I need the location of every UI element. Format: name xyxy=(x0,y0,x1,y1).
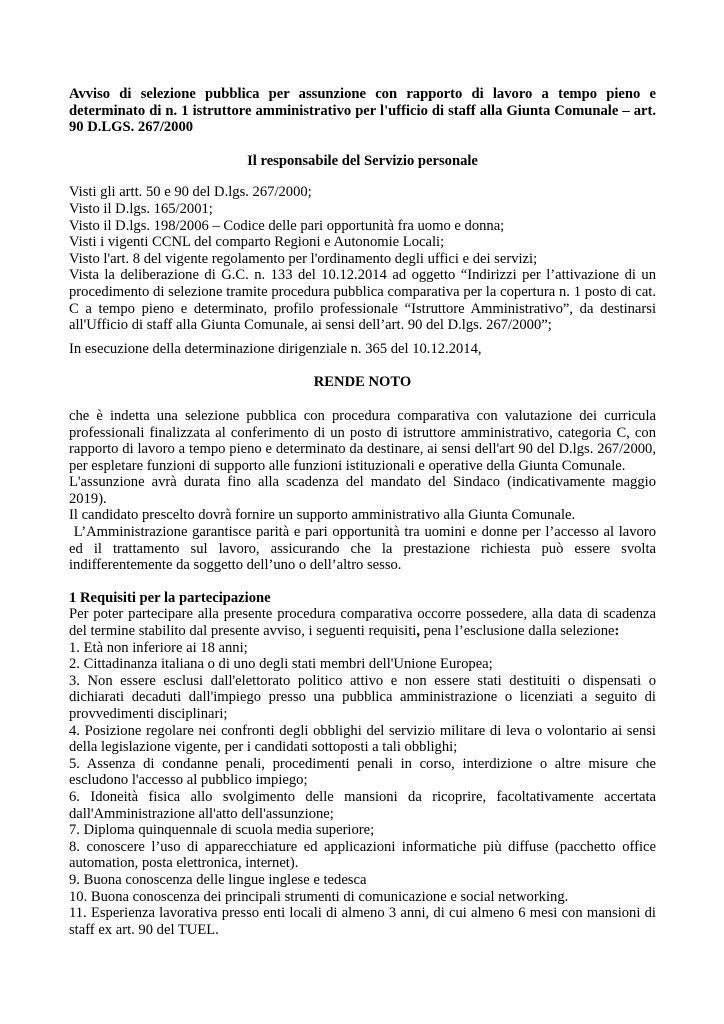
premise-item: Visti gli artt. 50 e 90 del D.lgs. 267/2000; xyxy=(69,184,312,201)
premises-block xyxy=(69,184,656,333)
body-paragraph: L’Amministrazione garantisce parità e pari opportunità tra uomini e donne per l’accesso al lavoro ed il trattamento sul lavoro, assicurando che la prestazione richiesta può essere svolta indifferentemente da soggetto dell’uno o dell’altro sesso. xyxy=(69,524,660,574)
requirement-item: 9. Buona conoscenza delle lingue inglese e tedesca xyxy=(69,871,367,888)
premise-item: Visto il D.lgs. 198/2006 – Codice delle pari opportunità fra uomo e donna; xyxy=(69,217,505,234)
document-subtitle: Il responsabile del Servizio personale xyxy=(247,152,478,169)
requirement-item: 11. Esperienza lavorativa presso enti locali di almeno 3 anni, di cui almeno 6 mesi con mansioni di staff ex art. 90 del TUEL. xyxy=(69,905,656,938)
announcement-body xyxy=(69,407,660,574)
intro-text: Per poter partecipare alla presente procedura comparativa occorre possedere, alla data di scadenza del termine stabilito dal presente avviso, i seguenti requisiti xyxy=(69,606,656,640)
premise-item: Visto il D.lgs. 165/2001; xyxy=(69,200,213,217)
requirement-item: 2. Cittadinanza italiana o di uno degli stati membri dell'Unione Europea; xyxy=(69,656,493,673)
requirement-item: 6. Idoneità fisica allo svolgimento delle mansioni da ricoprire, facoltativamente accertata dall'Amministrazione all'atto dell'assunzione; xyxy=(69,788,656,822)
requirement-item: 3. Non essere esclusi dall'elettorato politico attivo e non essere stati destituiti o dispensati o dichiarati decaduti dall'impiego presso una pubblica amministrazione o licenziati a seguito di provvedimenti disciplinari; xyxy=(69,672,656,722)
requirement-item: 1. Età non inferiore ai 18 anni; xyxy=(69,639,248,656)
requirement-item: 4. Posizione regolare nei confronti degli obblighi del servizio militare di leva o volontario ai sensi della legislazione vigente, per i candidati sottoposti a tali obblighi; xyxy=(69,722,656,756)
requirement-item: 8. conoscere l’uso di apparecchiature ed applicazioni informatiche più diffuse (pacchetto office automation, posta elettronica, internet). xyxy=(69,838,656,872)
requirement-item: 5. Assenza di condanne penali, procedimenti penali in corso, interdizione o altre misure che escludono l'accesso al pubblico impiego; xyxy=(69,755,656,789)
body-paragraph: L'assunzione avrà durata fino alla scadenza del mandato del Sindaco (indicativamente maggio 2019). xyxy=(69,474,656,507)
intro-text: pena l’esclusione dalla selezione xyxy=(420,623,615,640)
requirement-item: 7. Diploma quinquennale di scuola media superiore; xyxy=(69,822,375,839)
body-paragraph: Il candidato prescelto dovrà fornire un supporto amministrativo alla Giunta Comunale. xyxy=(69,507,576,524)
premise-item: Visto l'art. 8 del vigente regolamento per l'ordinamento degli uffici e dei servizi; xyxy=(69,250,538,267)
rende-noto-heading: RENDE NOTO xyxy=(313,374,412,391)
intro-comma: , xyxy=(416,623,420,640)
section-intro xyxy=(69,606,656,639)
document-page xyxy=(69,86,660,938)
document-title: Avviso di selezione pubblica per assunzione con rapporto di lavoro a tempo pieno e determinato di n. 1 istruttore amministrativo per l'ufficio di staff alla Giunta Comunale – art. 90 D.LGS. 267/2000 xyxy=(69,86,656,136)
requirement-item: 10. Buona conoscenza dei principali strumenti di comunicazione e social networking. xyxy=(69,888,569,905)
premise-item: Visti i vigenti CCNL del comparto Regioni e Autonomie Locali; xyxy=(69,234,445,251)
requirements-list xyxy=(69,640,656,939)
execution-statement: In esecuzione della determinazione dirigenziale n. 365 del 10.12.2014, xyxy=(69,340,482,357)
body-paragraph: che è indetta una selezione pubblica con procedura comparativa con valutazione dei curricula professionali finalizzata al conferimento di un posto di istruttore amministrativo, categoria C, con rapporto di lavoro a tempo pieno e determinato da destinare, ai sensi dell'art 90 del D.lgs. 267/2000, per espletare funzioni di supporto alle funzioni istituzionali e operative della Giunta Comunale. xyxy=(69,407,656,474)
section-heading: 1 Requisiti per la partecipazione xyxy=(69,589,271,606)
premise-item: Vista la deliberazione di G.C. n. 133 del 10.12.2014 ad oggetto “Indirizzi per l’attivazione di un procedimento di selezione tramite procedura pubblica comparativa per la copertura n. 1 posto di cat. C a tempo pieno e determinato, profilo professionale “Istruttore Amministrativo”, da destinarsi all'Ufficio di staff alla Giunta Comunale, ai sensi dell’art. 90 del D.lgs. 267/2000”; xyxy=(69,267,656,334)
intro-colon: : xyxy=(614,623,620,640)
